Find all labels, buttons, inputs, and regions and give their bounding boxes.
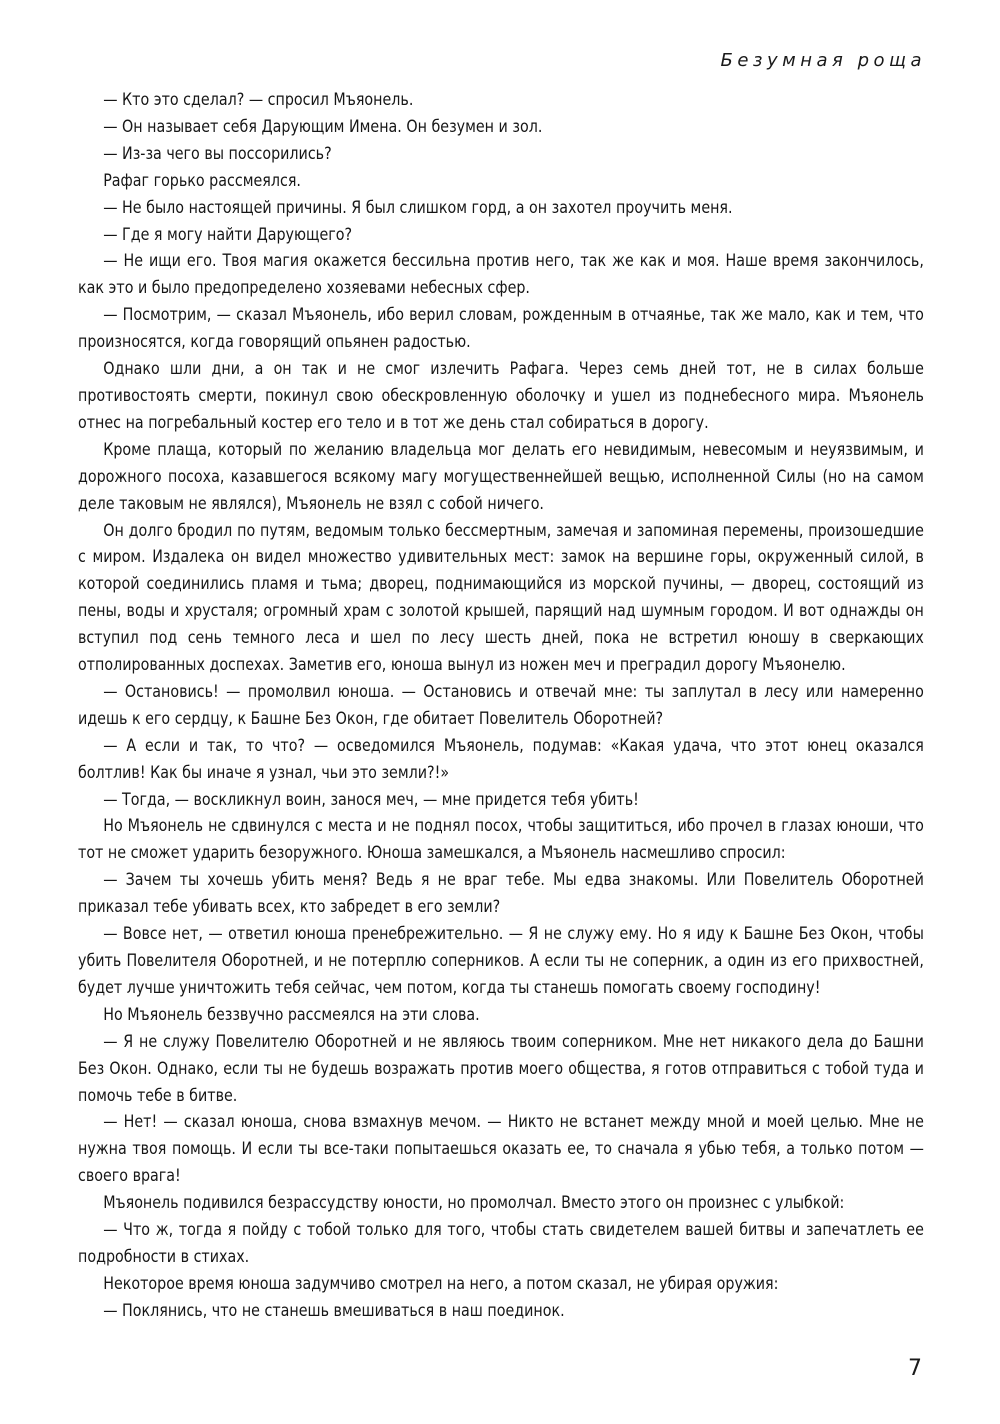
paragraph: — Посмотрим, — сказал Мъяонель, ибо верил словам, рожденным в отчаянье, так же мало, как и тем, что произносятся, когда говорящий опьянен радостью. [78,305,924,353]
paragraph: — Из-за чего вы поссорились? [103,143,332,164]
paragraph: Однако шли дни, а он так и не смог излечить Рафага. Через семь дней тот, не в силах больше противостоять смерти, покинул свою обескровленную оболочку и ушел из поднебесного мира. Мъяонель отнес на погребальный костер его тело и в тот же день стал собираться в дорогу. [78,359,924,433]
paragraph: — Зачем ты хочешь убить меня? Ведь я не враг тебе. Мы едва знакомы. Или Повелитель Оборотней приказал тебе убивать всех, кто забредет в его земли? [78,870,924,918]
paragraph: — Где я могу найти Дарующего? [103,224,353,245]
paragraph: — Поклянись, что не станешь вмешиваться в наш поединок. [103,1300,565,1321]
paragraph: — Он называет себя Дарующим Имена. Он безумен и зол. [103,116,543,137]
body-text [78,87,924,1325]
paragraph: Но Мъяонель не сдвинулся с места и не поднял посох, чтобы защититься, ибо прочел в глазах юноши, что тот не сможет ударить безоружного. Юноша замешкался, а Мъяонель насмешливо спросил: [78,816,924,864]
paragraph: Некоторое время юноша задумчиво смотрел на него, а потом сказал, не убирая оружия: [103,1273,779,1294]
paragraph: Мъяонель подивился безрассудству юности, но промолчал. Вместо этого он произнес с улыбкой: [103,1193,845,1214]
paragraph: Но Мъяонель беззвучно рассмеялся на эти слова. [103,1004,480,1025]
paragraph: — Я не служу Повелителю Оборотней и не являюсь твоим соперником. Мне нет никакого дела до Башни Без Окон. Однако, если ты не будешь возражать против моего общества, я готов отправиться с тобой туда и помочь тебе в битве. [78,1031,924,1106]
paragraph: — Не ищи его. Твоя магия окажется бессильна против него, так же как и моя. Наше время закончилось, как это и было предопределено хозяевами небесных сфер. [78,251,924,299]
paragraph: Рафаг горько рассмеялся. [103,170,301,191]
paragraph: — А если и так, то что? — осведомился Мъяонель, подумав: «Какая удача, что этот юнец оказался болтлив! Как бы иначе я узнал, чьи это земли?!» [78,735,924,783]
paragraph: — Остановись! — промолвил юноша. — Остановись и отвечай мне: ты заплутал в лесу или намеренно идешь к его сердцу, к Башне Без Окон, где обитает Повелитель Оборотней? [78,681,924,729]
paragraph: — Нет! — сказал юноша, снова взмахнув мечом. — Никто не встанет между мной и моей целью. Мне не нужна твоя помощь. И если ты все-таки попытаешься оказать ее, то сначала я убью тебя, а только потом — своего врага! [78,1112,924,1187]
paragraph: — Тогда, — воскликнул воин, занося меч, — мне придется тебя убить! [103,789,639,810]
page-number: 7 [908,1356,922,1381]
paragraph: Кроме плаща, который по желанию владельца мог делать его невидимым, невесомым и неуязвимым, и дорожного посоха, казавшегося всякому магу могущественнейшей вещью, исполненной Силы (но на самом деле таковым не являлся), Мъяонель не взял с собой ничего. [78,439,924,514]
paragraph: — Кто это сделал? — спросил Мъяонель. [103,90,414,110]
paragraph: — Вовсе нет, — ответил юноша пренебрежительно. — Я не служу ему. Но я иду к Башне Без Окон, чтобы убить Повелителя Оборотней, и не потерплю соперников. А если ты не соперник, а один из его прихвостней, будет лучше уничтожить тебя сейчас, чем потом, когда ты станешь помогать своему господину! [78,924,924,998]
paragraph: Он долго бродил по путям, ведомым только бессмертным, замечая и запоминая перемены, произошедшие с миром. Издалека он видел множество удивительных мест: замок на вершине горы, окруженный силой, в которой соединились пламя и тьма; дворец, поднимающийся из морской пучины, — дворец, состоящий из пены, воды и хрусталя; огромный храм с золотой крышей, парящий над шумным городом. И вот однажды он вступил под сень темного леса и шел по лесу шесть дней, пока не встретил юношу в сверкающих отполированных доспехах. Заметив его, юноша вынул из ножен меч и преградил дорогу Мъяонелю. [78,520,924,676]
paragraph: — Что ж, тогда я пойду с тобой только для того, чтобы стать свидетелем вашей битвы и запечатлеть ее подробности в стихах. [78,1220,924,1267]
paragraph: — Не было настоящей причины. Я был слишком горд, а он захотел проучить меня. [103,197,733,218]
running-head: Безумная роща [720,50,926,71]
